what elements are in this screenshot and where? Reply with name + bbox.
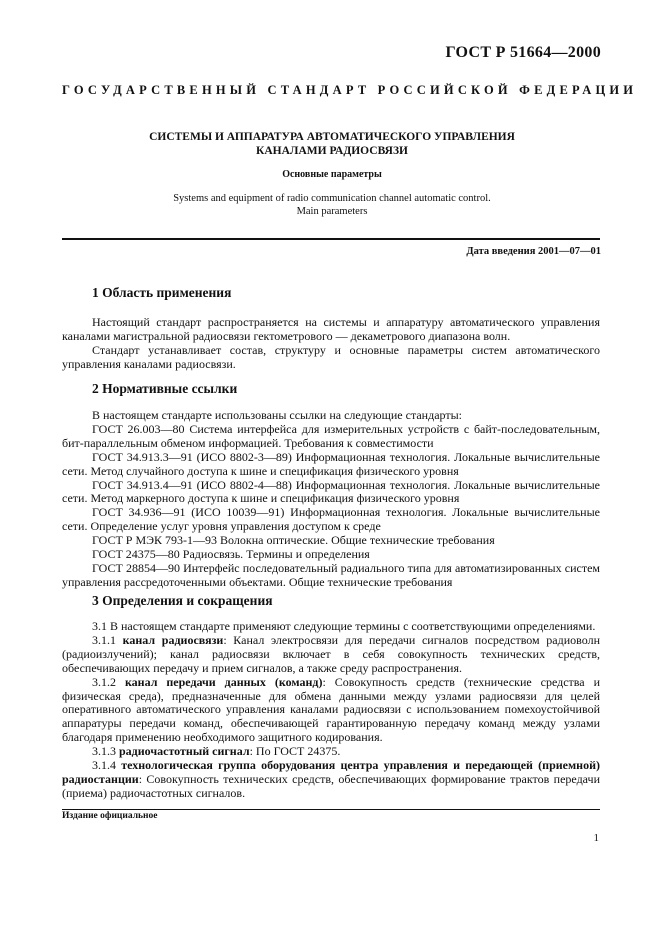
reference-item: ГОСТ 34.913.4—91 (ИСО 8802-4—88) Информационная технология. Локальные вычислительные сети. Метод маркерного доступа к шине и спецификация физического уровня (62, 477, 600, 506)
english-title-line-2: Main parameters (296, 205, 368, 217)
term: канал радиосвязи (122, 632, 224, 647)
page-number: 1 (593, 832, 599, 844)
reference-item: ГОСТ 34.936—91 (ИСО 10039—91) Информационная технология. Локальные вычислительные сети. Определение услуг уровня управления доступом к среде (62, 505, 600, 534)
term-definition: : Совокупность технических средств, обеспечивающих формирование трактов передачи (приема) радиочастотных сигналов. (62, 771, 600, 800)
clause-number: 3.1.4 (92, 758, 116, 773)
english-title-line-1: Systems and equipment of radio communication channel automatic control. (173, 193, 491, 204)
reference-item: ГОСТ 34.913.3—91 (ИСО 8802-3—89) Информационная технология. Локальные вычислительные сети. Метод случайного доступа к шине и спецификация физического уровня (62, 449, 600, 478)
title-line-2: КАНАЛАМИ РАДИОСВЯЗИ (256, 145, 408, 157)
reference-item: ГОСТ 26.003—80 Система интерфейса для измерительных устройств с байт-последовательным, бит-параллельным обменом информацией. Требования к совместимости (62, 421, 600, 450)
section-3-body (62, 620, 600, 801)
state-standard-title: ГОСУДАРСТВЕННЫЙ СТАНДАРТ РОССИЙСКОЙ ФЕДЕРАЦИИ (62, 83, 638, 97)
clause-3-1: 3.1 В настоящем стандарте применяют следующие термины с соответствующими определениями. (92, 619, 596, 633)
term-definition: : По ГОСТ 24375. (249, 744, 341, 759)
clause-number: 3.1.1 (92, 632, 116, 647)
term: радиочастотный сигнал (119, 744, 250, 759)
gost-number: ГОСТ Р 51664—2000 (445, 44, 601, 61)
section-3-heading: 3 Определения и сокращения (92, 593, 273, 608)
header-divider (62, 238, 600, 240)
section-2-intro: В настоящем стандарте использованы ссылки на следующие стандарты: (92, 408, 463, 422)
clause-number: 3.1.3 (92, 744, 116, 759)
clause-3-1-3 (62, 745, 600, 759)
term-definition: : Совокупность средств (технические средства и физическая среда), предназначенные для обмена данными между узлами радиосвязи для целей оперативного автоматического управления каналами радиосвязи с использованием помехоустойчивой аппаратуры передачи команд, обеспечивающей гарантированную передачу команд между узлами благодаря применению необходимого защитного кодирования. (62, 674, 600, 745)
clause-number: 3.1.2 (92, 674, 116, 689)
clause-3-1-2 (62, 676, 600, 746)
reference-item: ГОСТ 28854—90 Интерфейс последовательный радиального типа для автоматизированных систем управления рассредоточенными объектами. Общие технические требования (62, 560, 600, 589)
section-1-paragraph-1: Настоящий стандарт распространяется на системы и аппаратуру автоматического управления каналами магистральной радиосвязи гектометрового — декаметрового диапазона волн. (62, 315, 600, 343)
intro-date: Дата введения 2001—07—01 (466, 246, 601, 257)
section-1-body (62, 316, 600, 372)
reference-item: ГОСТ 24375—80 Радиосвязь. Термины и определения (92, 547, 370, 562)
term-definition: : Канал электросвязи для передачи сигналов посредством радиоволн (радиоизлучений); канал радиосвязи включает в себя совокупность технических средств, обеспечивающих передачу и прием сигналов, а также среду распространения. (62, 632, 600, 675)
footer-divider (62, 809, 600, 810)
english-title (62, 193, 602, 218)
document-subtitle: Основные параметры (282, 169, 382, 180)
term: канал передачи данных (команд) (124, 674, 323, 689)
section-1-paragraph-2: Стандарт устанавливает состав, структуру и основные параметры систем автоматического управления каналами радиосвязи. (62, 342, 600, 371)
title-line-1: СИСТЕМЫ И АППАРАТУРА АВТОМАТИЧЕСКОГО УПРАВЛЕНИЯ (149, 131, 515, 143)
document-title (62, 130, 602, 158)
clause-3-1-1 (62, 634, 600, 676)
section-1-heading: 1 Область применения (92, 285, 232, 300)
section-2-body (62, 409, 600, 590)
term: технологическая группа оборудования центра управления и передающей (приемной) радиостанции (62, 758, 600, 786)
reference-item: ГОСТ Р МЭК 793-1—93 Волокна оптические. Общие технические требования (92, 533, 495, 548)
clause-3-1-4 (62, 759, 600, 801)
section-2-heading: 2 Нормативные ссылки (92, 381, 238, 396)
edition-label: Издание официальное (62, 811, 158, 821)
